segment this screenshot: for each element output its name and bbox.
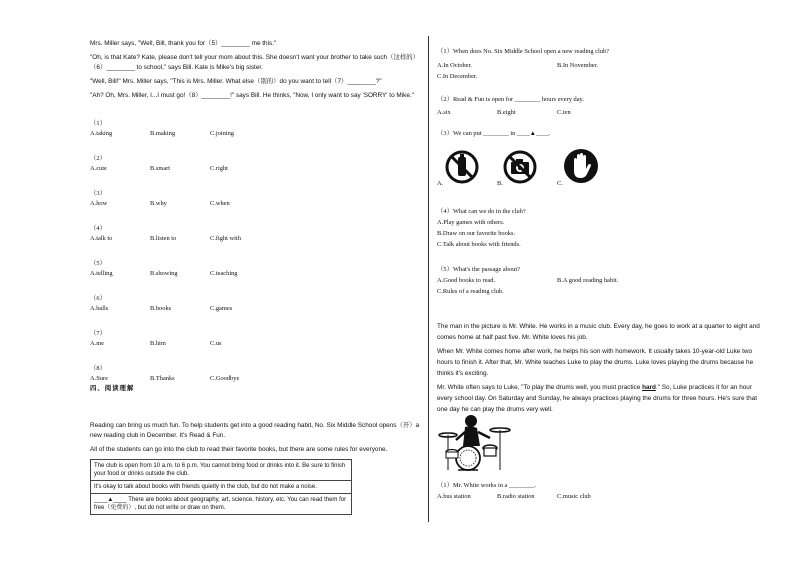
section-title-reading: 四、阅读理解 bbox=[90, 385, 135, 392]
cloze-q5-a[interactable]: A.telling bbox=[90, 270, 113, 277]
cloze-q2-a[interactable]: A.cute bbox=[90, 165, 107, 172]
ra-q5-b[interactable]: B.A good reading habit. bbox=[557, 277, 619, 284]
drummer-picture-icon bbox=[438, 412, 512, 474]
cloze-q7-a[interactable]: A.me bbox=[90, 340, 105, 347]
ra-q1-a[interactable]: A.In October. bbox=[437, 62, 472, 69]
ra-q4-stem: What can we do in the club? bbox=[452, 208, 526, 215]
reading-b-p2b: hours to finish it. After that, Mr. White teaches Luke to play the drums. Luke loves playing the drums because he bbox=[437, 359, 754, 366]
rb-q1-b[interactable]: B.radio station bbox=[497, 493, 535, 500]
cloze-q5-num: （5） bbox=[90, 260, 106, 267]
cloze-q1-a[interactable]: A.taking bbox=[90, 130, 113, 137]
cloze-q8-c[interactable]: C.Goodbye bbox=[210, 375, 240, 382]
ra-q1-c[interactable]: C.In December. bbox=[437, 73, 478, 80]
cloze-q7-num: （7） bbox=[90, 330, 106, 337]
cloze-q1-b[interactable]: B.making bbox=[150, 130, 176, 137]
cloze-q8-num: （8） bbox=[90, 365, 106, 372]
ra-q5-stem: What's the passage about? bbox=[452, 266, 520, 273]
ra-q1-num: （1） bbox=[437, 48, 453, 55]
cloze-q6-b[interactable]: B.books bbox=[150, 305, 172, 312]
reading-b-hard-word: hard bbox=[642, 384, 656, 391]
stop-hand-sign-icon bbox=[562, 147, 600, 185]
cloze-q6-a[interactable]: A.balls bbox=[90, 305, 109, 312]
rule-2: It's okay to talk about books with friends quietly in the club, but do not make a noise. bbox=[91, 481, 351, 494]
cloze-q1-num: （1） bbox=[90, 120, 106, 127]
cloze-line-5: "Ah? Oh, Mrs. Miller, I...I must go!（8）________!" says Bill. He thinks, "Now, I only want to say 'SORRY' to Mike." bbox=[90, 92, 414, 99]
cloze-q1-c[interactable]: C.joining bbox=[210, 130, 234, 137]
reading-b-p1b: comes home at half past five. Mr. White loves his job. bbox=[437, 334, 588, 341]
cloze-line-3: （6）________ to school," says Bill. Kate is Mike's big sister. bbox=[90, 64, 263, 71]
cloze-q2-c[interactable]: C.right bbox=[210, 165, 228, 172]
ra-q3-c[interactable]: C. bbox=[557, 180, 563, 187]
ra-q3-b[interactable]: B. bbox=[497, 180, 503, 187]
cloze-q3-a[interactable]: A.how bbox=[90, 200, 108, 207]
column-divider bbox=[428, 36, 429, 522]
cloze-q4-c[interactable]: C.fight with bbox=[210, 235, 241, 242]
reading-b-p3a-pre: Mr. White often says to Luke, "To play the drums well, you must practice bbox=[437, 384, 643, 391]
cloze-q3-num: （3） bbox=[90, 190, 106, 197]
cloze-q4-a[interactable]: A.talk to bbox=[90, 235, 113, 242]
rb-q1 bbox=[437, 482, 536, 490]
ra-q1-b[interactable]: B.In November. bbox=[557, 62, 598, 69]
rule-3: ____▲____ There are books about geography, art, science, history, etc. You can read them for free（免费的）, but do not write or draw on them. bbox=[94, 497, 347, 511]
cloze-q3-c[interactable]: C.when bbox=[210, 200, 230, 207]
cloze-line-4: "Well, Bill!" Mrs. Miller says, "This is Mrs. Miller. What else（别的）do you want to tell（7）________?" bbox=[90, 78, 382, 85]
reading-a-para2: All of the students can go into the club to read their favorite books, but there are some rules for everyone. bbox=[90, 446, 388, 453]
cloze-q2-num: （2） bbox=[90, 155, 106, 162]
ra-q5-a[interactable]: A.Good books to read. bbox=[437, 277, 496, 284]
reading-a-para1: Reading can bring us much fun. To help students get into a good reading habit, No. Six Middle School opens（开）a bbox=[90, 422, 420, 429]
ra-q5-num: （5） bbox=[437, 266, 453, 273]
cloze-q6-c[interactable]: C.games bbox=[210, 305, 233, 312]
reading-b-p3a-post: ." So, Luke practices it for an hour bbox=[655, 384, 752, 391]
ra-q2 bbox=[437, 96, 584, 104]
ra-q4-a[interactable]: A.Play games with others. bbox=[437, 219, 505, 226]
ra-q5-c[interactable]: C.Rules of a reading club. bbox=[437, 288, 504, 295]
cloze-line-2: "Oh, is that Kate? Kate, please don't tell your mom about this. She doesn't want your brother to take such（这样的） bbox=[90, 54, 420, 61]
reading-b-p3a bbox=[437, 384, 752, 392]
ra-q2-a[interactable]: A.six bbox=[437, 109, 451, 116]
reading-a-para1b: new reading club in December. It's Read & Fun. bbox=[90, 432, 226, 439]
reading-b-p1a: The man in the picture is Mr. White. He works in a music club. Every day, he goes to work at a quarter to eight and bbox=[437, 323, 760, 330]
ra-q3-stem: We can put ________ in ____▲____. bbox=[452, 130, 551, 137]
cloze-line-1: Mrs. Miller says, "Well, Bill, thank you for（5）________ me this." bbox=[90, 40, 277, 47]
ra-q4 bbox=[437, 208, 526, 216]
cloze-q8-a[interactable]: A.Sure bbox=[90, 375, 108, 382]
reading-b-p3c: one day he can play the drums very well. bbox=[437, 406, 553, 413]
ra-q3-a[interactable]: A. bbox=[437, 180, 444, 187]
ra-q2-stem: Read & Fun is open for ________ hours every day. bbox=[452, 96, 584, 103]
ra-q4-num: （4） bbox=[437, 208, 453, 215]
reading-b-p2a: When Mr. White comes home after work, he helps his son with homework. It usually takes 10-year-old Luke two bbox=[437, 348, 753, 355]
cloze-q6-num: （6） bbox=[90, 295, 106, 302]
reading-b-p2c: thinks it's exciting. bbox=[437, 370, 489, 377]
rule-1: The club is open from 10 a.m. to 6 p.m. You cannot bring food or drinks into it. Be sure to finish your food or drinks outside the club. bbox=[91, 460, 351, 481]
ra-q3-num: （3） bbox=[437, 130, 453, 137]
cloze-q5-c[interactable]: C.teaching bbox=[210, 270, 238, 277]
reading-b-p3b: every school day. On Saturday and Sunday, he always practices playing the drums for three hours. He's sure that bbox=[437, 395, 757, 402]
ra-q4-c[interactable]: C.Talk about books with friends. bbox=[437, 241, 521, 248]
ra-q1 bbox=[437, 48, 609, 56]
ra-q2-c[interactable]: C.ten bbox=[557, 109, 571, 116]
rb-q1-a[interactable]: A.bus station bbox=[437, 493, 471, 500]
ra-q1-stem: When does No. Six Middle School open a new reading club? bbox=[452, 48, 609, 55]
cloze-q7-c[interactable]: C.us bbox=[210, 340, 222, 347]
rb-q1-c[interactable]: C.music club bbox=[557, 493, 591, 500]
ra-q2-num: （2） bbox=[437, 96, 453, 103]
no-drinks-sign-icon bbox=[445, 150, 479, 184]
ra-q3 bbox=[437, 130, 550, 138]
ra-q4-b[interactable]: B.Draw on our favorite books. bbox=[437, 230, 516, 237]
rb-q1-stem: Mr. White works in a ________. bbox=[452, 482, 537, 489]
ra-q5 bbox=[437, 266, 520, 274]
cloze-q4-b[interactable]: B.listen to bbox=[150, 235, 177, 242]
rb-q1-num: （1） bbox=[437, 482, 453, 489]
cloze-q8-b[interactable]: B.Thanks bbox=[150, 375, 175, 382]
no-camera-sign-icon bbox=[503, 150, 537, 184]
ra-q2-b[interactable]: B.eight bbox=[497, 109, 516, 116]
club-rules-box bbox=[90, 459, 352, 515]
cloze-q5-b[interactable]: B.showing bbox=[150, 270, 178, 277]
cloze-q3-b[interactable]: B.why bbox=[150, 200, 167, 207]
cloze-q4-num: （4） bbox=[90, 225, 106, 232]
cloze-q2-b[interactable]: B.smart bbox=[150, 165, 171, 172]
cloze-q7-b[interactable]: B.him bbox=[150, 340, 166, 347]
